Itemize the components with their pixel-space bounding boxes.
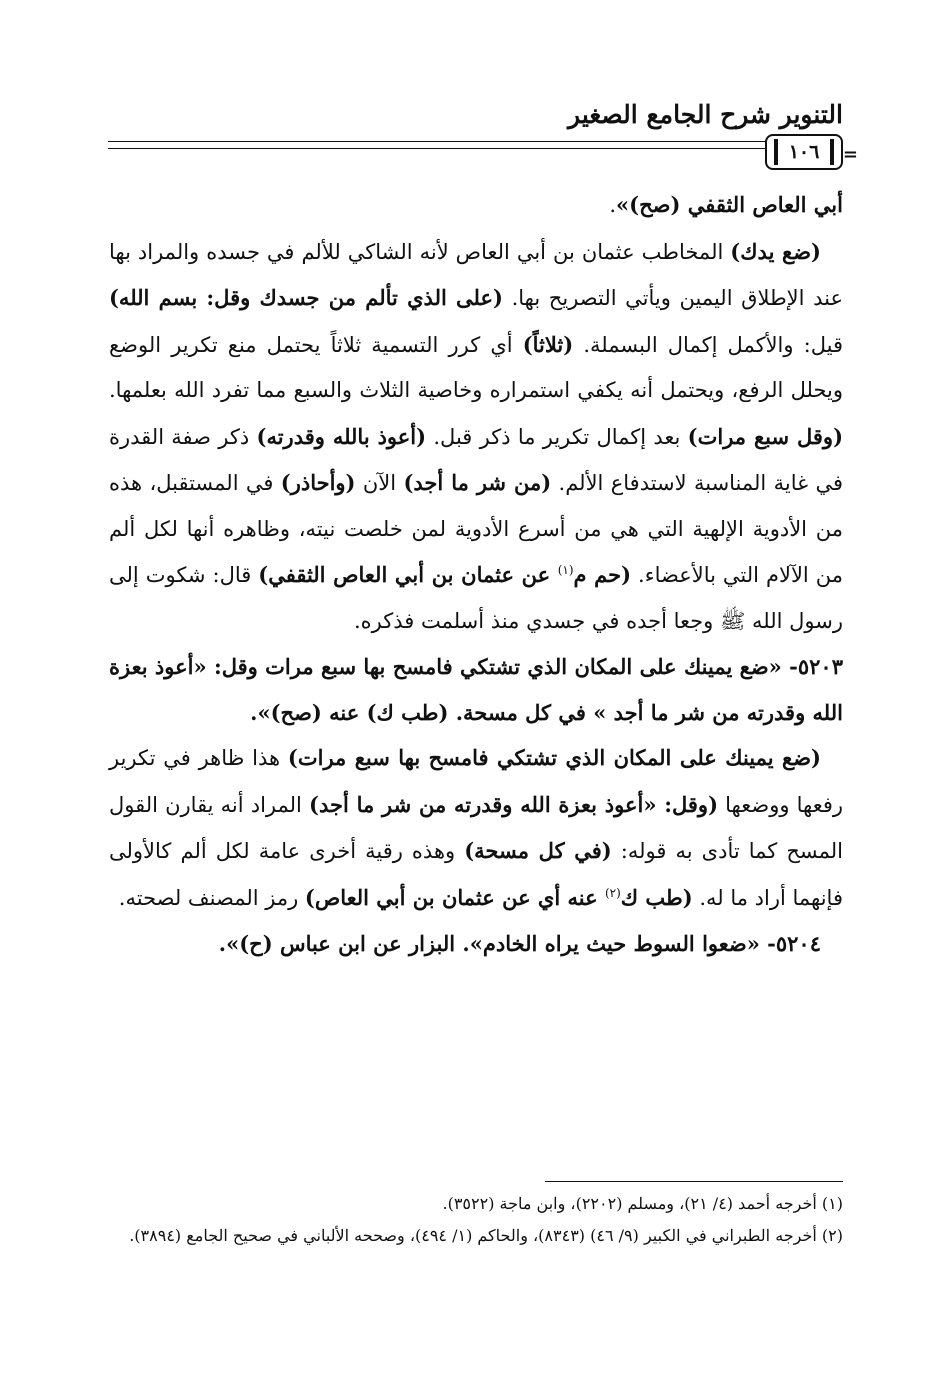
text-run: ذكر صفة القدرة في غاية المناسبة لاستدفاع الألم. bbox=[109, 424, 843, 495]
running-title: التنوير شرح الجامع الصغير bbox=[568, 100, 843, 129]
page-number-frame bbox=[765, 134, 843, 170]
bold-phrase: (وقل سبع مرات) bbox=[687, 423, 844, 449]
text-run: هذا ظاهر في تكرير رفعها ووضعها bbox=[109, 746, 844, 817]
bold-phrase: (وقل: «أعوذ بعزة الله وقدرته من شر ما أجد) bbox=[309, 791, 719, 817]
bold-phrase: عنه أي عن عثمان بن أبي العاص) bbox=[304, 884, 605, 910]
paragraph-commentary-5202 bbox=[109, 229, 843, 645]
text-run: . bbox=[218, 931, 227, 956]
hadith-text: ٥٢٠٣- «ضع يمينك على المكان الذي تشتكي فامسح بها سبع مرات وقل: «أعوذ بعزة الله وقدرته من شر ما أجد » في كل مسحة. (طب ك) عنه (صح)» bbox=[109, 654, 843, 725]
text-run: أي كرر التسمية ثلاثاً يحتمل منع تكرير الوضع ويحلل الرفع، ويحتمل أنه يكفي استمراره وخاصية الثلاث والسبع مما تفرد الله بعلمها. bbox=[109, 332, 843, 402]
text-run: المراد أنه يقارن القول المسح كما تأدى به قوله: bbox=[109, 792, 844, 863]
header-rule-top bbox=[108, 141, 838, 142]
bold-phrase: (حم م bbox=[573, 562, 632, 587]
bold-phrase: أبي العاص الثقفي (صح)» bbox=[616, 192, 843, 217]
text-run: قال: شكوت إلى رسول الله ﷺ وجعا أجده في جسدي منذ أسلمت فذكره. bbox=[109, 563, 843, 633]
text-run: في المستقبل، هذه من الأدوية الإلهية التي هي من أسرع الأدوية لمن خلصت نيته، وظاهره أنها لكل ألم من الآلام التي بالأعضاء. bbox=[109, 471, 843, 587]
text-run: الآن bbox=[355, 471, 404, 495]
bold-phrase: (في كل مسحة) bbox=[464, 838, 612, 863]
bold-phrase: (على الذي تألم من جسدك وقل: بسم الله) bbox=[109, 285, 503, 310]
bold-phrase: (ضع يدك) bbox=[730, 238, 821, 264]
text-run: بعد إكمال تكرير ما ذكر قبل. bbox=[426, 424, 688, 449]
paragraph-commentary-5203 bbox=[109, 735, 843, 921]
footnote-2: (٢) أخرجه الطبراني في الكبير (٩/ ٤٦) (٨٣٤٣)، والحاكم (١/ ٤٩٤)، وصححه الألباني في صحيح الجامع (٣٨٩٤). bbox=[129, 1226, 843, 1245]
page-number-frame-tail: = bbox=[842, 144, 858, 165]
hadith-5204 bbox=[109, 921, 843, 967]
footnote-ref-1[interactable]: (١) bbox=[557, 563, 574, 577]
text-run: . bbox=[609, 193, 617, 217]
text-run: قيل: والأكمل إكمال البسملة. bbox=[573, 332, 844, 357]
bold-phrase: (وأحاذر) bbox=[280, 470, 356, 495]
text-run: رمز المصنف لصحته. bbox=[118, 885, 305, 910]
text-run: المخاطب عثمان بن أبي العاص لأنه الشاكي للألم في جسده والمراد بها عند الإطلاق اليمين ويأتي التصريح بها. bbox=[109, 239, 843, 310]
bold-phrase: (ثلاثاً) bbox=[522, 331, 574, 357]
hadith-5203 bbox=[109, 644, 843, 735]
main-text bbox=[109, 182, 843, 967]
bold-phrase: (ضع يمينك على المكان الذي تشتكي فامسح بها سبع مرات) bbox=[287, 745, 821, 770]
bold-phrase: (من شر ما أجد) bbox=[403, 470, 552, 495]
paragraph-opening bbox=[109, 182, 843, 229]
bold-phrase: عن عثمان بن أبي العاص الثقفي) bbox=[258, 562, 558, 587]
footnote-ref-2[interactable]: (٢) bbox=[604, 885, 621, 900]
hadith-text: ٥٢٠٤- «ضعوا السوط حيث يراه الخادم». البزار عن ابن عباس (ح)» bbox=[226, 931, 821, 956]
text-run: وهذه رقية أخرى عامة لكل ألم كالأولى فإنهما أراد ما له. bbox=[109, 839, 843, 910]
footnotes bbox=[109, 1188, 843, 1252]
bold-phrase: (طب ك bbox=[620, 884, 693, 910]
bold-phrase: (أعوذ بالله وقدرته) bbox=[256, 423, 427, 449]
footnote-1: (١) أخرجه أحمد (٤/ ٢١)، ومسلم (٢٢٠٢)، وابن ماجة (٣٥٢٢). bbox=[442, 1194, 843, 1213]
footnote-separator bbox=[545, 1181, 843, 1182]
page-number: ١٠٦ bbox=[774, 139, 834, 165]
text-run: . bbox=[250, 699, 258, 725]
header-rule-bottom bbox=[108, 148, 838, 149]
